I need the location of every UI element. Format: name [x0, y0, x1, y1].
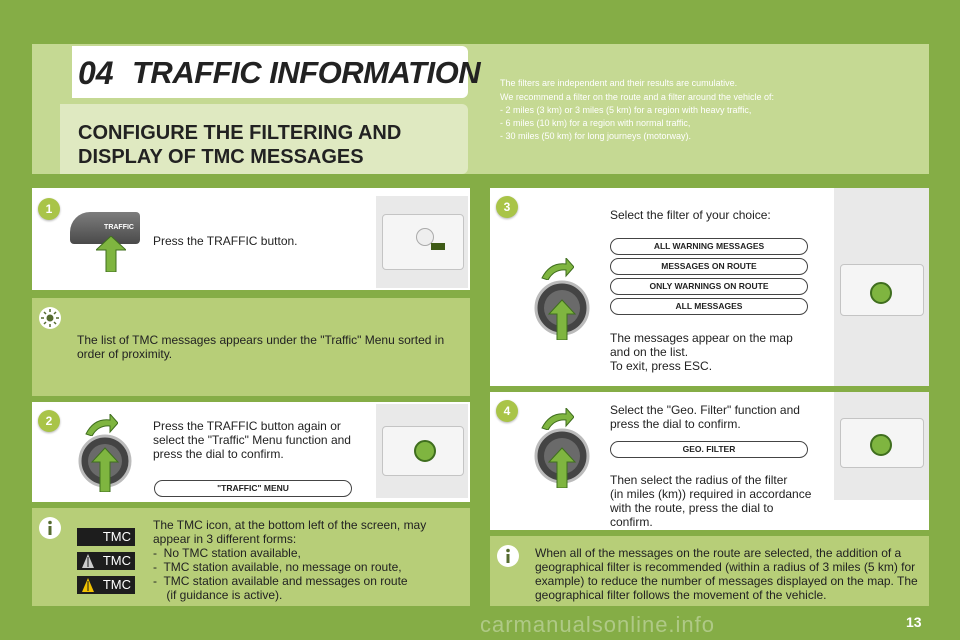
step2-number: 2	[38, 410, 60, 432]
subtitle-line-2: DISPLAY OF TMC MESSAGES	[78, 146, 364, 168]
traffic-button-label: TRAFFIC	[104, 224, 134, 231]
radio-unit-image-1	[376, 196, 468, 288]
tmc-item-3: - TMC station available and messages on route	[153, 574, 408, 588]
page-number: 13	[906, 614, 922, 630]
dial-icon	[78, 434, 132, 492]
intro-line-1: The filters are independent and their results are cumulative.	[500, 78, 738, 88]
intro-bullet-3: - 30 miles (50 km) for long journeys (motorway).	[500, 131, 692, 141]
intro-bullet-1: - 2 miles (3 km) or 3 miles (5 km) for a region with heavy traffic,	[500, 105, 752, 115]
tmc-icon-label: TMC	[102, 553, 131, 568]
subtitle-line-1: CONFIGURE THE FILTERING AND	[78, 122, 402, 144]
tmc-icon-label: TMC	[102, 577, 131, 592]
warning-road-icon	[80, 578, 96, 592]
step1-text: Press the TRAFFIC button.	[153, 234, 298, 248]
tip-text: The list of TMC messages appears under the "Traffic" Menu sorted in order of proximity.	[77, 333, 445, 361]
step3-result-2: and on the list.	[610, 345, 689, 359]
turn-arrow-icon	[540, 408, 574, 430]
step4-line-1: Select the "Geo. Filter" function and	[610, 403, 800, 417]
option-all-warning-messages: ALL WARNING MESSAGES	[610, 238, 808, 255]
tmc-item-1: - No TMC station available,	[153, 546, 301, 560]
radio-traffic-key	[431, 243, 445, 250]
option-all-messages: ALL MESSAGES	[610, 298, 808, 315]
tmc-item-4: (if guidance is active).	[153, 588, 283, 602]
page-title: TRAFFIC INFORMATION	[132, 55, 481, 90]
info-icon	[38, 516, 62, 540]
step3-heading: Select the filter of your choice:	[610, 208, 771, 222]
turn-arrow-icon	[84, 414, 118, 436]
option-only-warnings-on-route: ONLY WARNINGS ON ROUTE	[610, 278, 808, 295]
intro-line-2: We recommend a filter on the route and a filter around the vehicle of:	[500, 92, 774, 102]
geo-info-text: When all of the messages on the route are selected, the addition of a geographical filter is recommended (within a radius of 3 miles (5 km) for example) to reduce the number of messages displayed on the map. The geographical filter follows the movement of the vehicle.	[535, 546, 918, 602]
step3-number: 3	[496, 196, 518, 218]
option-messages-on-route: MESSAGES ON ROUTE	[610, 258, 808, 275]
step4-number: 4	[496, 400, 518, 422]
dial-icon	[534, 428, 590, 488]
radio-dial-highlight	[414, 440, 436, 462]
tmc-icon-label: TMC	[102, 529, 131, 544]
step3-result-3: To exit, press ESC.	[610, 359, 713, 373]
tmc-icon-none	[77, 528, 135, 546]
radio-dial-highlight	[870, 282, 892, 304]
watermark: carmanualsonline.info	[480, 612, 716, 637]
step4-then-2: (in miles (km)) required in accordance	[610, 487, 812, 501]
step2-line-3: press the dial to confirm.	[153, 447, 284, 461]
dial-icon	[534, 280, 590, 340]
radio-unit-image-2	[376, 404, 468, 498]
geo-filter-pill: GEO. FILTER	[610, 441, 808, 458]
step2-line-2: select the "Traffic" Menu function and	[153, 433, 351, 447]
step4-then-3: with the route, press the dial to	[610, 501, 774, 515]
info-icon	[496, 544, 520, 568]
tmc-line-1: The TMC icon, at the bottom left of the screen, may	[153, 518, 427, 532]
radio-unit-image-4	[834, 392, 929, 500]
step4-then-4: confirm.	[610, 515, 653, 529]
intro-bullet-2: - 6 miles (10 km) for a region with normal traffic,	[500, 118, 691, 128]
tmc-icon-messages	[77, 576, 135, 594]
press-arrow-icon	[96, 236, 126, 272]
tmc-icon-no-message	[77, 552, 135, 570]
step4-then-1: Then select the radius of the filter	[610, 473, 788, 487]
tmc-line-2: appear in 3 different forms:	[153, 532, 297, 546]
chapter-number: 04	[78, 55, 114, 91]
step3-result-1: The messages appear on the map	[610, 331, 793, 345]
traffic-menu-pill: "TRAFFIC" MENU	[154, 480, 352, 497]
radio-dial-highlight	[870, 434, 892, 456]
road-icon	[80, 554, 96, 568]
step2-line-1: Press the TRAFFIC button again or	[153, 419, 341, 433]
tmc-item-2: - TMC station available, no message on route,	[153, 560, 402, 574]
step4-line-2: press the dial to confirm.	[610, 417, 741, 431]
turn-arrow-icon	[540, 258, 574, 280]
lightbulb-icon	[38, 306, 62, 330]
radio-unit-image-3	[834, 188, 929, 386]
step1-number: 1	[38, 198, 60, 220]
